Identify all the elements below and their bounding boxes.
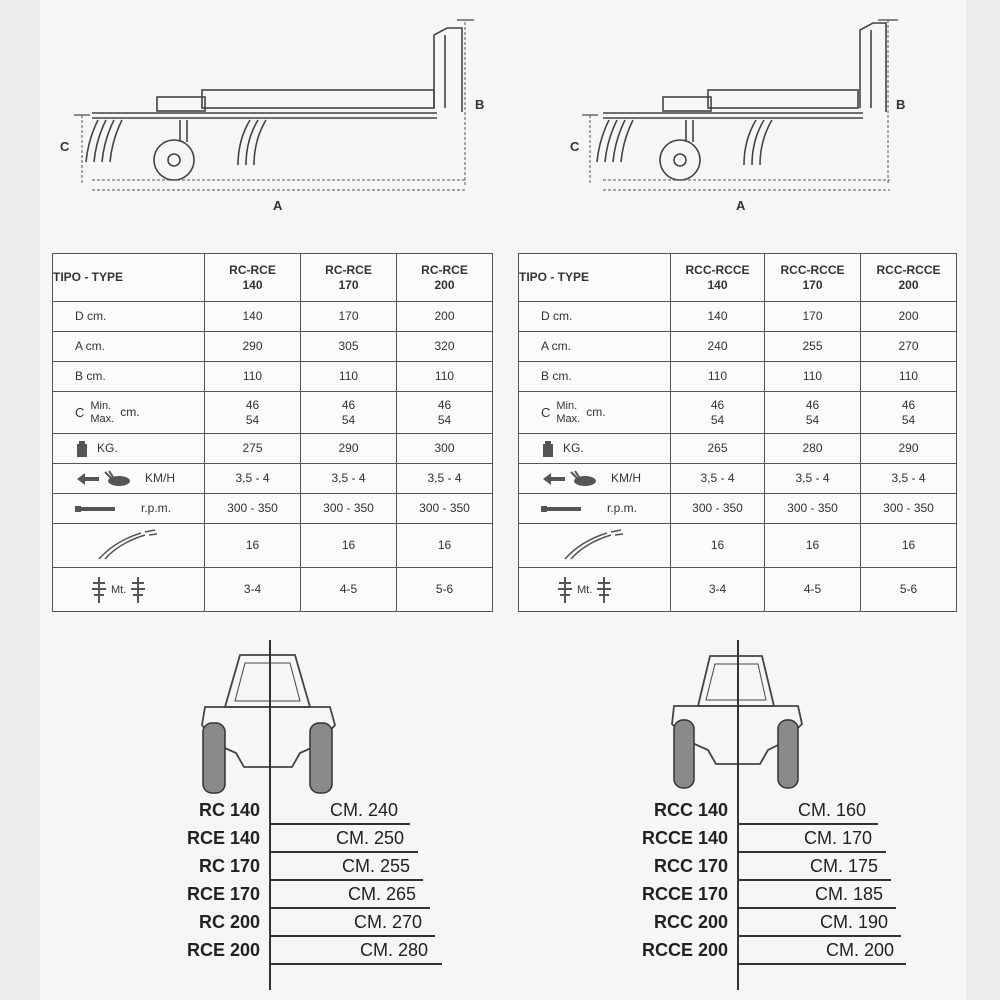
table-cell: 3,5 - 4 bbox=[205, 464, 301, 494]
list-item bbox=[52, 800, 492, 828]
row-spacing-icon bbox=[89, 575, 109, 605]
model-header: RCC-RCCE 200 bbox=[861, 254, 957, 302]
working-width-list bbox=[518, 800, 958, 980]
table-cell: 300 - 350 bbox=[205, 494, 301, 524]
table-header-row bbox=[53, 254, 493, 302]
list-item bbox=[518, 800, 958, 828]
dimension-label-a: A bbox=[736, 198, 746, 213]
list-item bbox=[52, 940, 492, 968]
table-cell: 200 bbox=[861, 302, 957, 332]
table-cell: 5-6 bbox=[397, 568, 493, 612]
row-label-mt: Mt. bbox=[53, 568, 205, 612]
table-row bbox=[53, 332, 493, 362]
table-cell: 4-5 bbox=[301, 568, 397, 612]
table-cell: 270 bbox=[861, 332, 957, 362]
dimension-label-c: C bbox=[570, 139, 580, 154]
table-cell: 46 54 bbox=[301, 392, 397, 434]
left-panel bbox=[52, 0, 532, 1000]
type-header: TIPO - TYPE bbox=[53, 254, 205, 302]
table-cell: 46 54 bbox=[861, 392, 957, 434]
model-name: RCC 170 bbox=[653, 856, 728, 876]
table-row bbox=[519, 362, 957, 392]
table-cell: 240 bbox=[671, 332, 765, 362]
table-row bbox=[53, 494, 493, 524]
row-label: A cm. bbox=[53, 332, 205, 362]
list-item bbox=[52, 884, 492, 912]
table-cell: 300 bbox=[397, 434, 493, 464]
table-cell: 16 bbox=[397, 524, 493, 568]
table-row bbox=[53, 392, 493, 434]
row-label-c: C Min. Max. cm. bbox=[519, 392, 671, 434]
pto-shaft-icon bbox=[75, 503, 115, 515]
dimension-label-b: B bbox=[896, 97, 906, 112]
implement-side-view-icon bbox=[52, 0, 532, 230]
table-cell: 46 54 bbox=[765, 392, 861, 434]
row-label: D cm. bbox=[519, 302, 671, 332]
table-cell: 3,5 - 4 bbox=[765, 464, 861, 494]
table-row bbox=[519, 494, 957, 524]
model-header: RC-RCE 140 bbox=[205, 254, 301, 302]
tractor-front-icon bbox=[670, 650, 810, 800]
model-name: RCC 200 bbox=[653, 912, 728, 932]
table-cell: 300 - 350 bbox=[301, 494, 397, 524]
table-cell: 275 bbox=[205, 434, 301, 464]
model-name: RCE 170 bbox=[186, 884, 260, 904]
dimension-label-a: A bbox=[273, 198, 283, 213]
row-label-kmh: KM/H bbox=[53, 464, 205, 494]
table-row bbox=[519, 302, 957, 332]
table-cell: 300 - 350 bbox=[861, 494, 957, 524]
width-value: CM. 175 bbox=[810, 856, 879, 876]
table-cell: 3-4 bbox=[205, 568, 301, 612]
table-cell: 110 bbox=[205, 362, 301, 392]
list-item bbox=[52, 856, 492, 884]
width-value: CM. 200 bbox=[826, 940, 895, 960]
model-header: RC-RCE 170 bbox=[301, 254, 397, 302]
table-cell: 3,5 - 4 bbox=[861, 464, 957, 494]
table-row bbox=[519, 524, 957, 568]
width-value: CM. 160 bbox=[798, 800, 867, 820]
table-cell: 16 bbox=[765, 524, 861, 568]
implement-side-view-diagram bbox=[52, 0, 532, 230]
width-value: CM. 270 bbox=[354, 912, 423, 932]
table-cell: 140 bbox=[671, 302, 765, 332]
row-label-rpm: r.p.m. bbox=[519, 494, 671, 524]
width-value: CM. 250 bbox=[336, 828, 405, 848]
row-label-tines bbox=[53, 524, 205, 568]
table-cell: 4-5 bbox=[765, 568, 861, 612]
width-value: CM. 280 bbox=[360, 940, 429, 960]
table-cell: 200 bbox=[397, 302, 493, 332]
table-row bbox=[53, 524, 493, 568]
row-label-mt: Mt. bbox=[519, 568, 671, 612]
model-name: RC 200 bbox=[198, 912, 260, 932]
row-spacing-icon bbox=[128, 575, 148, 605]
model-name: RCCE 200 bbox=[641, 940, 728, 960]
table-cell: 170 bbox=[301, 302, 397, 332]
table-cell: 46 54 bbox=[671, 392, 765, 434]
row-spacing-icon bbox=[594, 575, 614, 605]
row-label-kg: KG. bbox=[519, 434, 671, 464]
table-row bbox=[53, 464, 493, 494]
table-row bbox=[519, 392, 957, 434]
table-cell: 320 bbox=[397, 332, 493, 362]
speed-hare-icon bbox=[541, 470, 603, 488]
width-value: CM. 240 bbox=[330, 800, 399, 820]
table-cell: 110 bbox=[861, 362, 957, 392]
table-cell: 16 bbox=[205, 524, 301, 568]
table-cell: 290 bbox=[861, 434, 957, 464]
model-name: RCCE 170 bbox=[641, 884, 728, 904]
table-cell: 290 bbox=[205, 332, 301, 362]
table-row bbox=[53, 302, 493, 332]
table-cell: 300 - 350 bbox=[671, 494, 765, 524]
model-header: RCC-RCCE 140 bbox=[671, 254, 765, 302]
background-strip-left bbox=[0, 0, 40, 1000]
row-spacing-icon bbox=[555, 575, 575, 605]
table-cell: 255 bbox=[765, 332, 861, 362]
table-cell: 16 bbox=[301, 524, 397, 568]
pto-shaft-icon bbox=[541, 503, 581, 515]
model-name: RCE 200 bbox=[186, 940, 260, 960]
implement-side-view-diagram bbox=[518, 0, 998, 230]
list-item bbox=[518, 856, 958, 884]
right-panel bbox=[518, 0, 998, 1000]
dimension-label-b: B bbox=[475, 97, 485, 112]
table-cell: 16 bbox=[861, 524, 957, 568]
model-header: RCC-RCCE 170 bbox=[765, 254, 861, 302]
table-cell: 300 - 350 bbox=[397, 494, 493, 524]
table-cell: 265 bbox=[671, 434, 765, 464]
table-row bbox=[519, 464, 957, 494]
row-label-kg: KG. bbox=[53, 434, 205, 464]
list-item bbox=[518, 912, 958, 940]
table-cell: 110 bbox=[671, 362, 765, 392]
row-label-c: C Min. Max. cm. bbox=[53, 392, 205, 434]
list-item bbox=[518, 828, 958, 856]
table-cell: 140 bbox=[205, 302, 301, 332]
model-name: RC 140 bbox=[198, 800, 260, 820]
weight-icon bbox=[541, 440, 555, 458]
table-cell: 3,5 - 4 bbox=[397, 464, 493, 494]
table-row bbox=[519, 434, 957, 464]
table-row bbox=[53, 568, 493, 612]
model-name: RCC 140 bbox=[653, 800, 728, 820]
tractor-front-icon bbox=[200, 645, 350, 805]
table-cell: 110 bbox=[301, 362, 397, 392]
width-value: CM. 265 bbox=[348, 884, 417, 904]
table-cell: 46 54 bbox=[205, 392, 301, 434]
row-label-kmh: KM/H bbox=[519, 464, 671, 494]
type-header: TIPO - TYPE bbox=[519, 254, 671, 302]
speed-hare-icon bbox=[75, 470, 137, 488]
list-item bbox=[518, 940, 958, 968]
model-name: RCE 140 bbox=[186, 828, 260, 848]
table-cell: 3-4 bbox=[671, 568, 765, 612]
table-cell: 170 bbox=[765, 302, 861, 332]
working-width-list bbox=[52, 800, 492, 980]
spring-tine-icon bbox=[561, 527, 631, 561]
model-header: RC-RCE 200 bbox=[397, 254, 493, 302]
row-label: B cm. bbox=[519, 362, 671, 392]
spring-tine-icon bbox=[95, 527, 165, 561]
list-item bbox=[52, 828, 492, 856]
width-value: CM. 190 bbox=[820, 912, 889, 932]
row-label: D cm. bbox=[53, 302, 205, 332]
table-row bbox=[519, 332, 957, 362]
table-cell: 280 bbox=[765, 434, 861, 464]
model-name: RCCE 140 bbox=[641, 828, 728, 848]
table-row bbox=[53, 362, 493, 392]
table-cell: 305 bbox=[301, 332, 397, 362]
table-cell: 46 54 bbox=[397, 392, 493, 434]
table-cell: 16 bbox=[671, 524, 765, 568]
spec-table bbox=[518, 253, 957, 612]
table-cell: 290 bbox=[301, 434, 397, 464]
list-item bbox=[52, 912, 492, 940]
table-cell: 300 - 350 bbox=[765, 494, 861, 524]
list-item bbox=[518, 884, 958, 912]
row-label-rpm: r.p.m. bbox=[53, 494, 205, 524]
width-value: CM. 170 bbox=[804, 828, 873, 848]
width-value: CM. 185 bbox=[815, 884, 884, 904]
table-header-row bbox=[519, 254, 957, 302]
weight-icon bbox=[75, 440, 89, 458]
table-row bbox=[53, 434, 493, 464]
row-label-tines bbox=[519, 524, 671, 568]
table-row bbox=[519, 568, 957, 612]
implement-side-view-icon bbox=[518, 0, 998, 230]
row-label: B cm. bbox=[53, 362, 205, 392]
spec-table bbox=[52, 253, 493, 612]
row-label: A cm. bbox=[519, 332, 671, 362]
table-cell: 110 bbox=[397, 362, 493, 392]
dimension-label-c: C bbox=[60, 139, 70, 154]
table-cell: 5-6 bbox=[861, 568, 957, 612]
table-cell: 3,5 - 4 bbox=[301, 464, 397, 494]
table-cell: 3,5 - 4 bbox=[671, 464, 765, 494]
width-value: CM. 255 bbox=[342, 856, 411, 876]
model-name: RC 170 bbox=[198, 856, 260, 876]
table-cell: 110 bbox=[765, 362, 861, 392]
